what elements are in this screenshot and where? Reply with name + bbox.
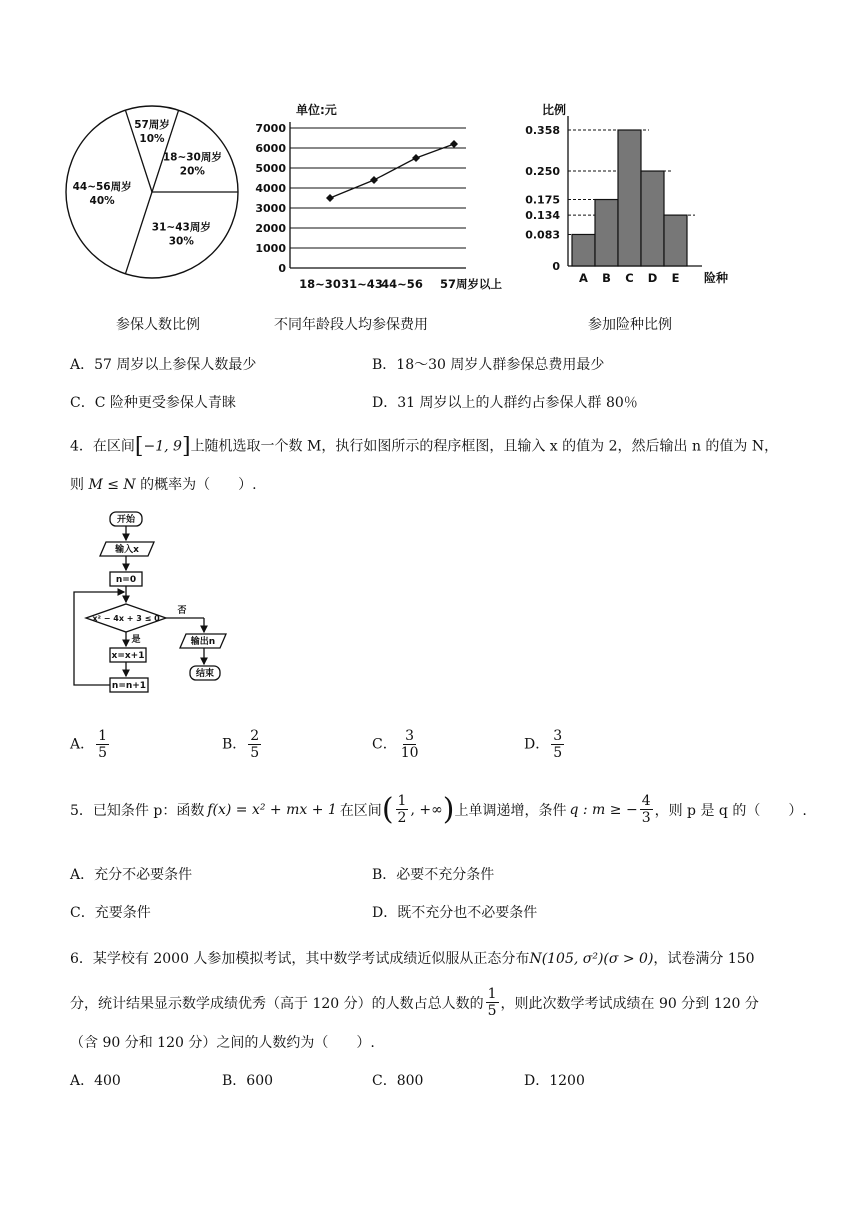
pie-caption: 参保人数比例 <box>116 317 200 333</box>
q6-option-a[interactable]: A．400 <box>70 1073 121 1089</box>
flow-init-label: n=0 <box>115 575 137 585</box>
q3-option-d[interactable]: D．31 周岁以上的人群约占参保人群 80％ <box>372 395 638 411</box>
q4-stem-line2: 则 M ≤ N 的概率为（ ）. <box>70 477 257 493</box>
bar-ytick-label: 0.250 <box>525 165 560 179</box>
flow-step2-label: n=n+1 <box>111 681 147 691</box>
bar <box>595 200 618 266</box>
line-xtick-label: 18~30 <box>299 277 341 291</box>
pie-slice-label: 44~56周岁 <box>72 181 132 193</box>
q4-option-d[interactable]: D． $\frac{3}{5}$ <box>524 728 563 761</box>
flow-cond-label: x² − 4x + 3 ≤ 0 <box>92 614 160 623</box>
q6-option-d[interactable]: D．1200 <box>524 1073 585 1089</box>
bar-ytick-label: 0.083 <box>525 228 560 242</box>
line-xtick-label: 44~56 <box>381 277 423 291</box>
q3-option-b[interactable]: B．18～30 周岁人群参保总费用最少 <box>372 357 605 373</box>
line-point <box>450 140 458 148</box>
pie-slice-label: 18~30周岁 <box>162 151 222 164</box>
bar-xtick-label: A <box>579 271 588 285</box>
q6-option-b[interactable]: B．600 <box>222 1073 274 1089</box>
line-caption: 不同年龄段人均参保费用 <box>274 317 428 333</box>
flow-input-label: 输入x <box>115 545 139 555</box>
bar-xtick-label: D <box>647 271 658 285</box>
q5-option-d[interactable]: D．既不充分也不必要条件 <box>372 905 538 921</box>
q4-option-c[interactable]: C． $\frac{3}{10}$ <box>372 728 419 761</box>
line-point <box>326 194 334 202</box>
line-xtick-label: 57周岁以上 <box>440 277 503 291</box>
q6-option-c[interactable]: C．800 <box>372 1073 424 1089</box>
pie-slice-pct: 20% <box>179 165 205 178</box>
line-xtick-label: 31~43 <box>341 277 383 291</box>
pie-slice-pct: 10% <box>139 133 165 146</box>
q5-option-a[interactable]: A．充分不必要条件 <box>70 867 193 883</box>
bar-ytick-label: 0.134 <box>525 209 560 223</box>
pie-slice-pct: 40% <box>89 195 115 207</box>
q5-option-b[interactable]: B．必要不充分条件 <box>372 867 495 883</box>
q5-stem: 5．已知条件 p：函数 f(x) = x² + mx + 1 在区间 ( $\frac{1}{2}$ , +∞ ) 上单调递增，条件 q : m ≥ − $\frac{4}{3}$ ，则 p 是 q 的（ ）. <box>70 792 807 827</box>
charts-figure <box>60 100 760 300</box>
flow-start-label: 开始 <box>116 515 136 525</box>
line-chart <box>255 102 502 291</box>
line-series <box>330 144 454 198</box>
pie-chart <box>66 106 238 278</box>
bar-ytick-label: 0 <box>552 260 560 273</box>
q6-stem-line1: 6．某学校有 2000 人参加模拟考试，其中数学考试成绩近似服从正态分布N(105, σ²)(σ > 0)，试卷满分 150 <box>70 951 755 967</box>
bar <box>572 234 595 266</box>
flowchart <box>66 508 246 708</box>
line-ytick-label: 4000 <box>255 182 286 195</box>
q6-stem-line2: 分，统计结果显示数学成绩优秀（高于 120 分）的人数占总人数的 $\frac{1}{5}$ ，则此次数学考试成绩在 90 分到 120 分 <box>70 986 759 1019</box>
bar-xtick-label: E <box>671 271 680 285</box>
q3-option-c[interactable]: C．C 险种更受参保人青睐 <box>70 395 236 411</box>
flow-no-label: 否 <box>177 606 187 616</box>
bar-xtick-label: B <box>602 271 611 285</box>
line-ylabel: 单位:元 <box>296 103 337 117</box>
bar <box>618 130 641 266</box>
line-ytick-label: 7000 <box>255 122 286 135</box>
bar-xtick-label: C <box>625 271 634 285</box>
pie-slice-pct: 30% <box>168 235 194 248</box>
bar-ylabel: 比例 <box>542 103 567 117</box>
line-ytick-label: 1000 <box>255 242 286 255</box>
q3-option-a[interactable]: A．57 周岁以上参保人数最少 <box>70 357 257 373</box>
bar-chart <box>525 102 728 285</box>
q4-stem-line1: 4．在区间[−1, 9]上随机选取一个数 M，执行如图所示的程序框图，且输入 x 的值为 2，然后输出 n 的值为 N， <box>70 434 779 459</box>
q4-option-b[interactable]: B． $\frac{2}{5}$ <box>222 728 260 761</box>
pie-slice-label: 57周岁 <box>134 119 170 132</box>
bar-caption: 参加险种比例 <box>588 317 672 333</box>
line-ytick-label: 2000 <box>255 222 286 235</box>
flow-output-label: 输出n <box>190 637 216 647</box>
line-point <box>370 176 378 184</box>
line-ytick-label: 6000 <box>255 142 286 155</box>
line-ytick-label: 5000 <box>255 162 286 175</box>
line-ytick-label: 0 <box>278 262 286 275</box>
pie-slice-label: 31~43周岁 <box>151 221 211 234</box>
flow-end-label: 结束 <box>195 669 215 679</box>
flow-yes-label: 是 <box>131 635 141 645</box>
q4-option-a[interactable]: A． $\frac{1}{5}$ <box>70 728 108 761</box>
bar-xlabel: 险种 <box>704 271 729 285</box>
line-ytick-label: 3000 <box>255 202 286 215</box>
flow-step1-label: x=x+1 <box>111 651 145 661</box>
bar-ytick-label: 0.358 <box>525 124 560 137</box>
line-point <box>412 154 420 162</box>
bar-ytick-label: 0.175 <box>525 193 560 207</box>
q6-stem-line3: （含 90 分和 120 分）之间的人数约为（ ）. <box>70 1035 375 1051</box>
q5-option-c[interactable]: C．充要条件 <box>70 905 151 921</box>
bar <box>641 171 664 266</box>
bar <box>664 215 687 266</box>
